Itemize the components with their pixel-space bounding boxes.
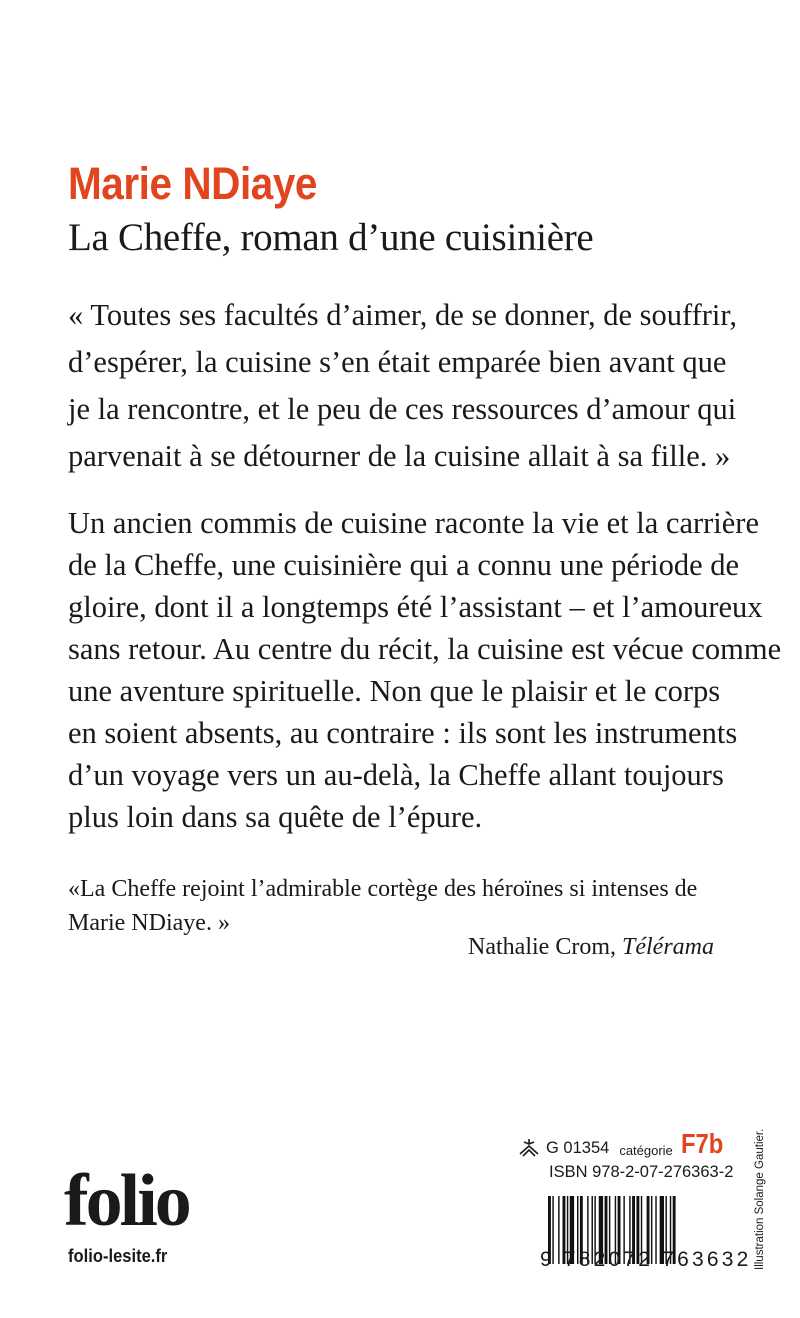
summary-line: une aventure spirituelle. Non que le plaisir et le corps	[68, 674, 721, 708]
summary-line: gloire, dont il a longtemps été l’assistant – et l’amoureux	[68, 590, 763, 624]
review-attribution	[468, 934, 714, 961]
summary-line: sans retour. Au centre du récit, la cuisine est vécue comme	[68, 632, 782, 666]
category-label: catégorie	[619, 1143, 673, 1158]
press-review	[68, 872, 728, 940]
quote-line: je la rencontre, et le peu de ces ressources d’amour qui	[68, 392, 737, 426]
summary-line: d’un voyage vers un au-delà, la Cheffe allant toujours	[68, 758, 724, 792]
barcode-digits: 9 782072 763632	[540, 1248, 752, 1271]
isbn: ISBN 978-2-07-276363-2	[549, 1163, 734, 1181]
quote-line: parvenait à se détourner de la cuisine allait à sa fille. »	[68, 439, 731, 473]
quote-line: « Toutes ses facultés d’aimer, de se donner, de souffrir,	[68, 298, 737, 332]
reference-code: G 01354	[546, 1139, 610, 1157]
illustration-credit: Illustration Solange Gautier.	[754, 1128, 766, 1270]
summary-line: Un ancien commis de cuisine raconte la vie et la carrière	[68, 506, 760, 540]
author-name: Marie NDiaye	[68, 158, 317, 209]
summary-paragraph	[68, 502, 782, 838]
review-source: Télérama	[622, 934, 714, 960]
quote-line: d’espérer, la cuisine s’en était emparée bien avant que	[68, 345, 727, 379]
folio-mark-icon	[518, 1138, 540, 1158]
summary-line: en soient absents, au contraire : ils sont les instruments	[68, 716, 738, 750]
review-line: «La Cheffe rejoint l’admirable cortège des héroïnes si intenses de	[68, 876, 698, 902]
review-line: Marie NDiaye. »	[68, 910, 230, 936]
summary-line: plus loin dans sa quête de l’épure.	[68, 800, 483, 834]
publisher-logo: folio	[64, 1160, 189, 1242]
summary-line: de la Cheffe, une cuisinière qui a connu une période de	[68, 548, 740, 582]
review-author: Nathalie Crom,	[468, 934, 616, 960]
category-code: F7b	[680, 1128, 724, 1159]
excerpt-quote	[68, 292, 748, 480]
book-title: La Cheffe, roman d’une cuisinière	[68, 216, 594, 259]
catalog-codes	[518, 1130, 728, 1158]
website-link[interactable]: folio-lesite.fr	[68, 1246, 168, 1266]
